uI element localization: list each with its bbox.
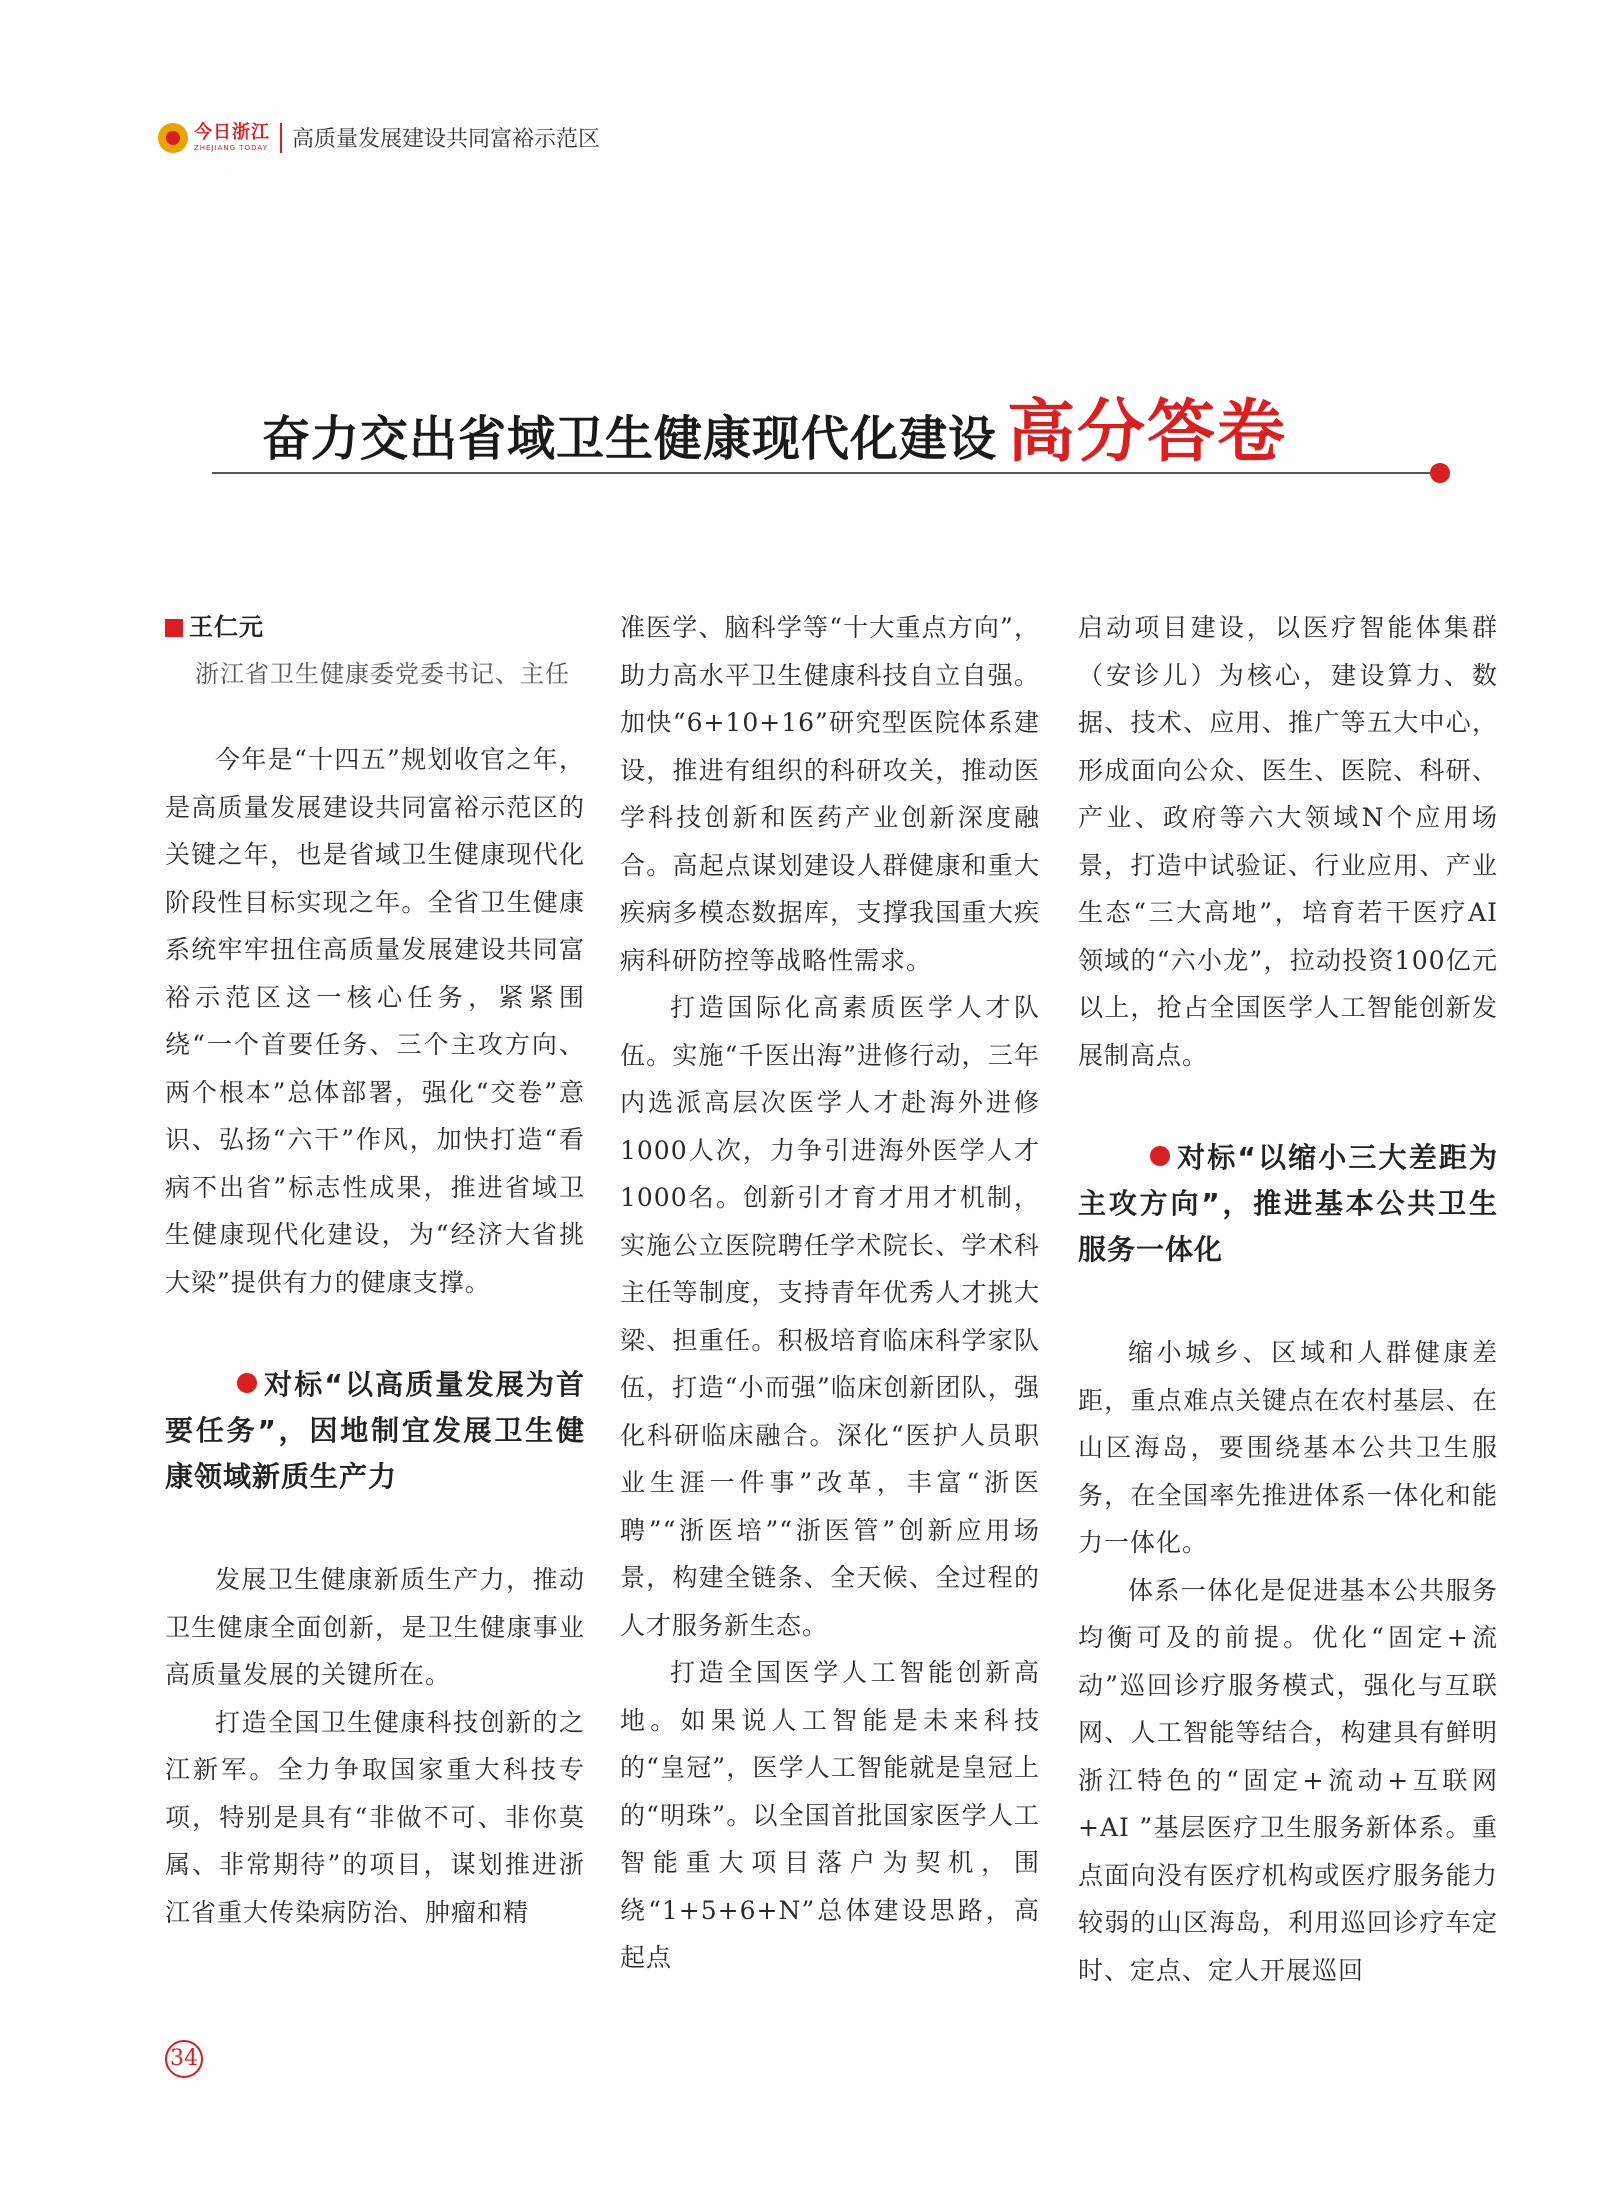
paragraph: 打造全国卫生健康科技创新的之江新军。全力争取国家重大科技专项，特别是具有“非做不可、非你莫属、非常期待”的项目，谋划推进浙江省重大传染病防治、肿瘤和精: [165, 1707, 585, 1927]
page-header: [158, 122, 600, 153]
title-dot-icon: [1430, 463, 1450, 483]
subheading: 对标“以缩小三大差距为主攻方向”，推进基本公共卫生服务一体化: [1078, 1141, 1498, 1266]
author-role: 浙江省卫生健康委党委书记、主任: [195, 660, 570, 688]
paragraph-lead: 体系一体化是促进基本公共服务均衡可及的前提。: [1078, 1575, 1498, 1652]
square-bullet-icon: [165, 619, 183, 637]
magazine-logo: [158, 123, 270, 153]
logo-cn-text: 今日浙江: [194, 121, 270, 143]
title-accent: 高分答卷: [1007, 393, 1288, 472]
paragraph: 今年是“十四五”规划收官之年，是高质量发展建设共同富裕示范区的关键之年，也是省域卫生健康现代化阶段性目标实现之年。全省卫生健康系统牢牢扭住高质量发展建设共同富裕示范区这一核心任务，紧紧围绕“一个首要任务、三个主攻方向、两个根本”总体部署，强化“交卷”意识、弘扬“六干”作风，加快打造“看病不出省”标志性成果，推进省域卫生健康现代化建设，为“经济大省挑大梁”提供有力的健康支撑。: [165, 745, 585, 1297]
paragraph: 打造全国医学人工智能创新高地。如果说人工智能是未来科技的“皇冠”，医学人工智能就是皇冠上的“明珠”。以全国首批国家医学人工智能重大项目落户为契机，围绕“1+5+6+N”总体建设思路，高起点: [620, 1658, 1040, 1972]
paragraph-lead: 打造国际化高素质医学人才队伍。: [620, 993, 1040, 1070]
header-divider: [280, 123, 282, 153]
subheading: 对标“以高质量发展为首要任务”，因地制宜发展卫生健康领域新质生产力: [165, 1368, 585, 1493]
paragraph: 启动项目建设，以医疗智能体集群（安诊儿）为核心，建设算力、数据、技术、应用、推广等五大中心，形成面向公众、医生、医院、科研、产业、政府等六大领域N个应用场景，打造中试验证、行业应用、产业生态“三大高地”，培育若干医疗AI领域的“六小龙”，拉动投资100亿元以上，抢占全国医学人工智能创新发展制高点。: [1078, 613, 1498, 1070]
column-3: [1078, 604, 1498, 1994]
paragraph: 准医学、脑科学等“十大重点方向”，助力高水平卫生健康科技自立自强。加快“6+10+16”研究型医院体系建设，推进有组织的科研攻关，推动医学科技创新和医药产业创新深度融合。高起点谋划建设人群健康和重大疾病多模态数据库，支撑我国重大疾病科研防控等战略性需求。: [620, 613, 1040, 975]
paragraph: 打造国际化高素质医学人才队伍。实施“千医出海”进修行动，三年内选派高层次医学人才赴海外进修1000人次，力争引进海外医学人才1000名。创新引才育才用才机制，实施公立医院聘任学术院长、学术科主任等制度，支持青年优秀人才挑大梁、担重任。积极培育临床科学家队伍，打造“小而强”临床创新团队，强化科研临床融合。深化“医护人员职业生涯一件事”改革，丰富“浙医聘”“浙医培”“浙医管”创新应用场景，构建全链条、全天候、全过程的人才服务新生态。: [620, 993, 1040, 1640]
author-name: 王仁元: [165, 604, 585, 651]
page-number: 34: [165, 2040, 203, 2078]
paragraph-lead: 打造全国医学人工智能创新高地。: [620, 1658, 1040, 1735]
bullet-dot-icon: [237, 1373, 257, 1393]
paragraph: 体系一体化是促进基本公共服务均衡可及的前提。优化“固定+流动”巡回诊疗服务模式，强化与互联网、人工智能等结合，构建具有鲜明浙江特色的“固定+流动+互联网+AI ”基层医疗卫生服务新体系。重点面向没有医疗机构或医疗服务能力较弱的山区海岛，利用巡回诊疗车定时、定点、定人开展巡回: [1078, 1575, 1498, 1985]
bullet-dot-icon: [1150, 1146, 1170, 1166]
title-main: 奋力交出省域卫生健康现代化建设: [262, 411, 998, 467]
logo-en-text: ZHEJIANG TODAY: [194, 143, 268, 152]
article-title: [262, 378, 1287, 475]
column-1: [165, 604, 585, 1936]
paragraph-lead: 打造全国卫生健康科技创新的之江新军。: [165, 1707, 585, 1784]
column-2: [620, 604, 1040, 1982]
paragraph: 缩小城乡、区域和人群健康差距，重点难点关键点在农村基层、在山区海岛，要围绕基本公共卫生服务，在全国率先推进体系一体化和能力一体化。: [1078, 1338, 1498, 1557]
logo-icon: [158, 123, 188, 153]
section-title: 高质量发展建设共同富裕示范区: [292, 127, 601, 152]
title-rule: [212, 472, 1434, 474]
paragraph: 发展卫生健康新质生产力，推动卫生健康全面创新，是卫生健康事业高质量发展的关键所在。: [165, 1565, 585, 1689]
